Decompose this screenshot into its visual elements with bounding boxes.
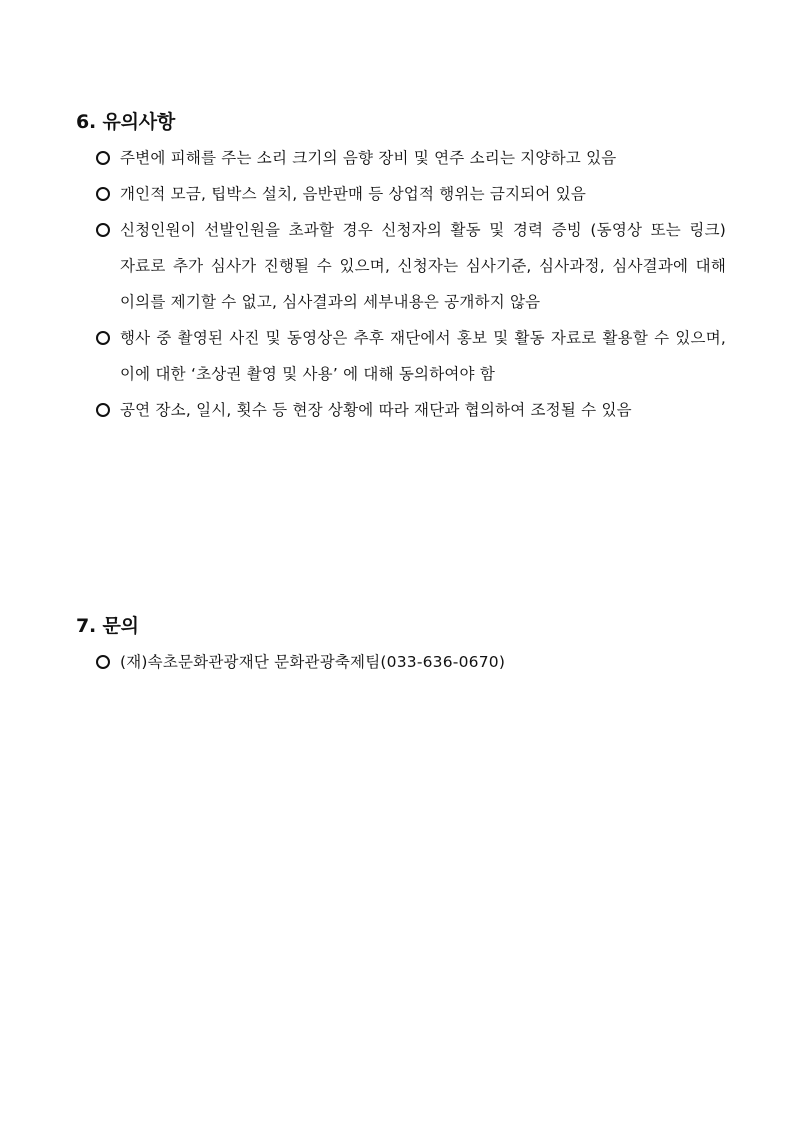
section-contact [76,612,726,680]
list-item [76,176,726,212]
list-item [76,392,726,428]
list-item-text: 신청인원이 선발인원을 초과할 경우 신청자의 활동 및 경력 증빙 (동영상 또는 링크) 자료로 추가 심사가 진행될 수 있으며, 신청자는 심사기준, 심사과정, 심사결과에 대해 이의를 제기할 수 없고, 심사결과의 세부내용은 공개하지 않음 [120,221,726,311]
circle-bullet-icon [96,187,110,201]
contact-text: (재)속초문화관광재단 문화관광축제팀(033-636-0670) [120,653,506,671]
circle-bullet-icon [96,331,110,345]
circle-bullet-icon [96,223,110,237]
circle-bullet-icon [96,151,110,165]
list-item-text: 주변에 피해를 주는 소리 크기의 음향 장비 및 연주 소리는 지양하고 있음 [120,149,617,167]
list-item [76,140,726,176]
list-item-text: 행사 중 촬영된 사진 및 동영상은 추후 재단에서 홍보 및 활동 자료로 활용할 수 있으며, 이에 대한 ‘초상권 촬영 및 사용’ 에 대해 동의하여야 함 [120,329,726,383]
notes-list [76,140,726,428]
list-item [76,320,726,392]
list-item-text: 개인적 모금, 팁박스 설치, 음반판매 등 상업적 행위는 금지되어 있음 [120,185,587,203]
list-item [76,212,726,320]
list-item-text: 공연 장소, 일시, 횟수 등 현장 상황에 따라 재단과 협의하여 조정될 수 있음 [120,401,632,419]
contact-list [76,644,726,680]
section-heading-contact: 7. 문의 [76,615,139,637]
section-heading-notes: 6. 유의사항 [76,111,176,133]
circle-bullet-icon [96,655,110,669]
section-notes [76,108,726,428]
circle-bullet-icon [96,403,110,417]
list-item [76,644,726,680]
